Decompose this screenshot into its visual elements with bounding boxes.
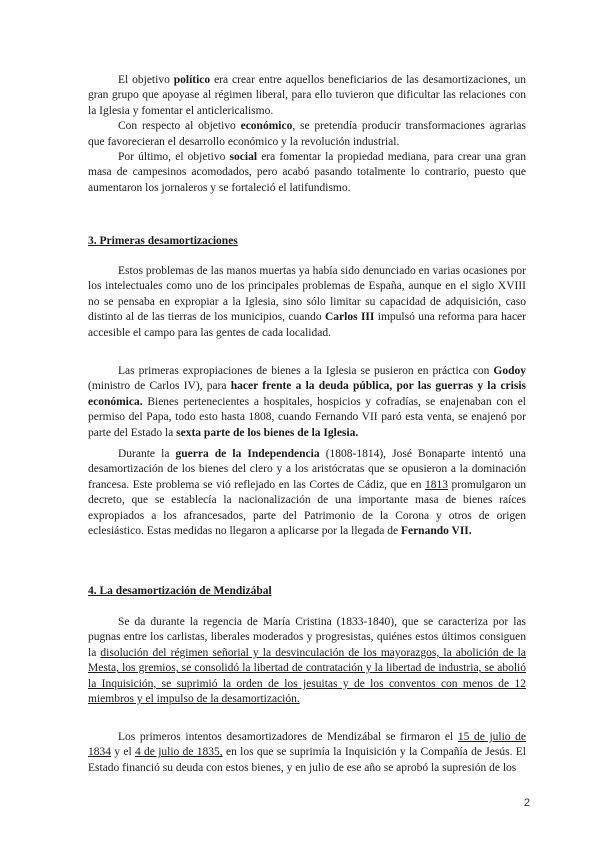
text: Se da durante la regencia de María Cristina (1833-1840), que se caracteriza por las pugnas entre los carlistas, liberales moderados y progresistas, quiénes estos últimos consiguen la: [88, 616, 526, 659]
bold-term: social: [229, 151, 258, 164]
text: impulsó una reforma para hacer accesible el campo para las gentes de cada localidad.: [88, 311, 526, 339]
text: Durante la: [118, 448, 176, 460]
paragraph-social-objective: [88, 150, 526, 196]
paragraph: [88, 264, 526, 341]
paragraph: [88, 364, 526, 441]
text: Bienes pertenecientes a hospitales, hospicios y cofradías, se enajenaban con el permiso del Papa, todo esto hasta 1808, cuando Fernando VII paró esta venta, se enajenó por parte del Estado la: [88, 395, 526, 439]
bold-term: hacer frente a la deuda pública, por las guerras y la crisis económica.: [88, 380, 526, 408]
text: en los que se suprimía la Inquisición y la Compañía de Jesús. El Estado financió su deuda con estos bienes, y en julio de ese año se aprobó la supresión de los: [88, 746, 526, 774]
underlined-date: 15 de julio de 1834: [88, 731, 526, 759]
bold-term: guerra de la Independencia: [175, 448, 320, 460]
bold-term: Godoy: [493, 365, 526, 377]
bold-term: económico: [240, 120, 293, 133]
text: Con respecto al objetivo: [118, 120, 241, 133]
bold-term: político: [173, 74, 211, 86]
paragraph: [88, 730, 526, 776]
section-3-paragraph-2: [88, 364, 526, 441]
text: promulgaron un decreto, que se establecía la nacionalización de una importante masa de bienes raíces expropiados a los afrancesados, parte del Patrimonio de la Corona y otros de origen eclesiástico. Estas medidas no llegaron a aplicarse por la llegada de: [88, 478, 526, 538]
section-3-paragraph-3: [88, 447, 526, 539]
text: , se pretendía producir transformaciones agrarias que favorecieran el desarrollo económico y la revolución industrial.: [88, 120, 526, 148]
text: El objetivo: [118, 74, 174, 86]
text: era fomentar la propiedad mediana, para crear una gran masa de campesinos acomodados, pero acabó pasando totalmente lo contrario, puesto que aumentaron los jornaleros y se fortaleció el latifundismo.: [88, 151, 526, 194]
bold-term: Fernando VII.: [400, 525, 472, 538]
paragraph-political-objective: [88, 73, 526, 119]
text: Por último, el objetivo: [118, 151, 230, 164]
section-4-heading: 4. La desamortización de Mendizábal: [88, 585, 272, 597]
text: (ministro de Carlos IV), para: [88, 380, 231, 393]
paragraph: [88, 615, 526, 707]
bold-term: sexta parte de los bienes de la Iglesia.: [176, 426, 359, 439]
bold-term: Carlos III: [325, 311, 375, 324]
section-3-heading: 3. Primeras desamortizaciones: [88, 235, 238, 247]
section-4-paragraph-1: [88, 615, 526, 707]
text: Las primeras expropiaciones de bienes a la Iglesia se pusieron en práctica con: [118, 365, 494, 377]
page-number: 2: [523, 797, 530, 809]
section-3-paragraph-1: [88, 264, 526, 341]
underlined-text: disolución del régimen señorial y la desvinculación de los mayorazgos, la abolición de la Mesta, los gremios, se consolidó la libertad de contratación y la libertad de industria, se abolió la Inquisición, se suprimió la orden de los jesuitas y de los conventos con menos de 12 miembros y el impulso de la desamortización.: [88, 646, 526, 706]
text: Estos problemas de las manos muertas ya había sido denunciado en varias ocasiones por los intelectuales como uno de los principales problemas de España, aunque en el siglo XVIII no se pensaba en expropiar a la Iglesia, sino sólo limitar su capacidad de adquisición, caso distinto al de las tierras de los municipios, cuando: [88, 265, 526, 324]
intro-objectives: [88, 73, 526, 196]
underlined-date: 4 de julio de 1835,: [134, 746, 223, 759]
section-4-paragraph-2: [88, 730, 526, 776]
paragraph-economic-objective: [88, 119, 526, 150]
text: (1808-1814), José Bonaparte intentó una desamortización de los bienes del clero y a los aristócratas que se opusieron a la dominación francesa. Este problema se vió reflejado en las Cortes de Cádiz, que en: [88, 448, 526, 491]
underlined-date: 1813: [425, 478, 449, 491]
paragraph: [88, 447, 526, 539]
text: y el: [111, 746, 135, 759]
text: era crear entre aquellos beneficiarios de las desamortizaciones, un gran grupo que apoyase al régimen liberal, para ello tuvieron que dificultar las relaciones con la Iglesia y fomentar el anticlericalismo.: [88, 74, 526, 117]
text: Los primeros intentos desamortizadores de Mendizábal se firmaron el: [118, 731, 458, 743]
